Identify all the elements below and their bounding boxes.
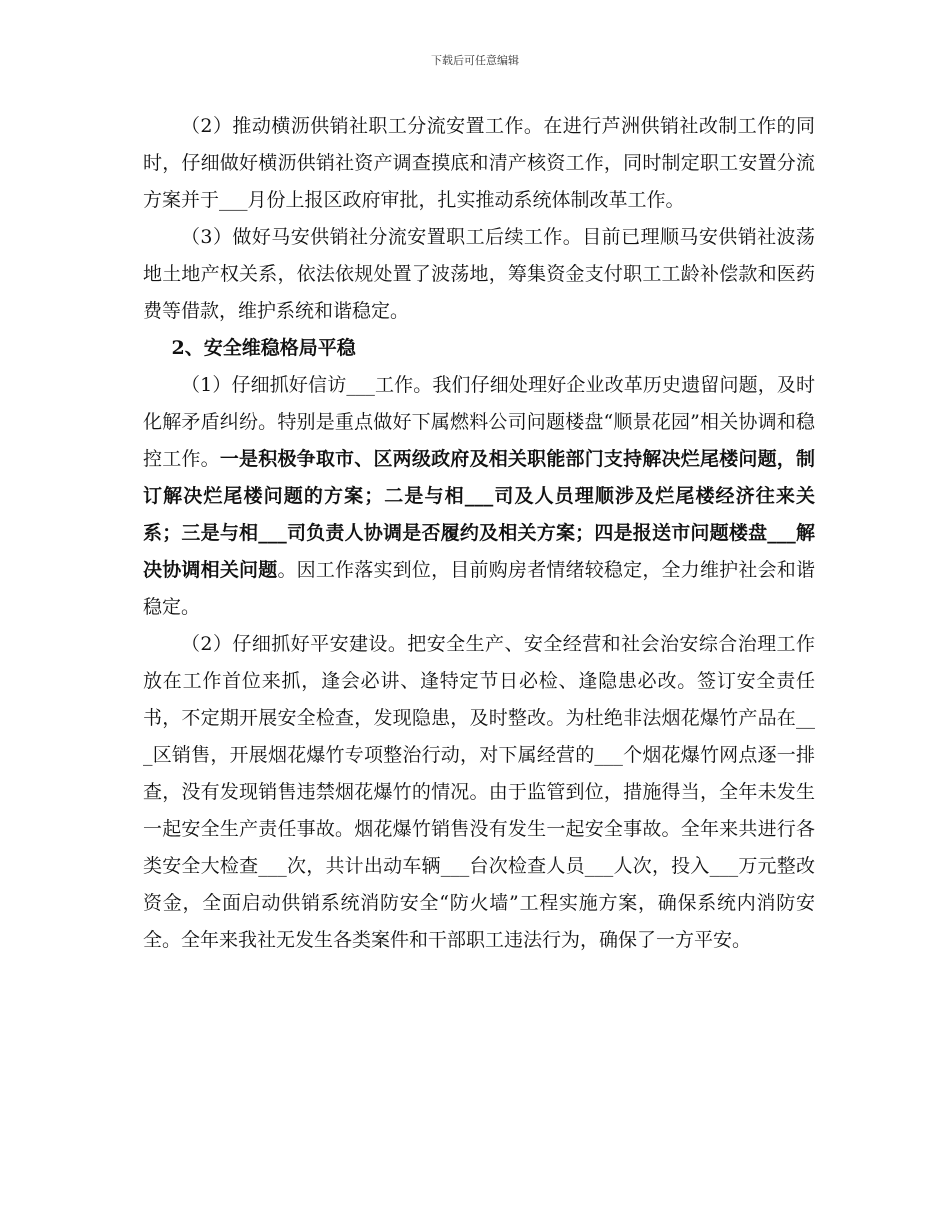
section-heading-safety: 2、安全维稳格局平稳 [171, 337, 356, 359]
petition-text-outro: 。因工作落实到位，目前购房者情绪较稳定，全力维护社会和谐稳定。 [143, 559, 815, 618]
document-body [143, 108, 815, 959]
paragraph-safety-construction: （2）仔细抓好平安建设。把安全生产、安全经营和社会治安综合治理工作放在工作首位来抓，逢会必讲、逢特定节日必检、逢隐患必改。签订安全责任书，不定期开展安全检查，发现隐患，及时整改。为杜绝非法烟花爆竹产品在___区销售，开展烟花爆竹专项整治行动，对下属经营的___个烟花爆竹网点逐一排查，没有发现销售违禁烟花爆竹的情况。由于监管到位，措施得当，全年未发生一起安全生产责任事故。烟花爆竹销售没有发生一起安全事故。全年来共进行各类安全大检查___次，共计出动车辆___台次检查人员___人次，投入___万元整改资金，全面启动供销系统消防安全“防火墙”工程实施方案，确保系统内消防安全。全年来我社无发生各类案件和干部职工违法行为，确保了一方平安。 [143, 633, 815, 951]
paragraph-hengli-staff: （2）推动横沥供销社职工分流安置工作。在进行芦洲供销社改制工作的同时，仔细做好横沥供销社资产调查摸底和清产核资工作，同时制定职工安置分流方案并于___月份上报区政府审批，扎实推动系统体制改革工作。 [143, 115, 815, 211]
page-header: 下载后可任意编辑 [431, 54, 519, 67]
paragraph-maan-staff: （3）做好马安供销社分流安置职工后续工作。目前已理顺马安供销社波荡地土地产权关系，依法依规处置了波荡地，筹集资金支付职工工龄补偿款和医药费等借款，维护系统和谐稳定。 [143, 226, 815, 322]
petition-text-intro: （1）仔细抓好信访___工作。我们仔细处理好企业改革历史遗留问题，及时化解矛盾纠纷。特别是重点做好下属燃料公司问题楼盘“顺景花园”相关协调和稳控工作。 [143, 374, 815, 470]
paragraph-petition-work [143, 367, 815, 626]
petition-text-bold: 一是积极争取市、区两级政府及相关职能部门支持解决烂尾楼问题，制订解决烂尾楼问题的方案；二是与相___司及人员理顺涉及烂尾楼经济往来关系；三是与相___司负责人协调是否履约及相关方案；四是报送市问题楼盘___解决协调相关问题 [143, 448, 815, 581]
